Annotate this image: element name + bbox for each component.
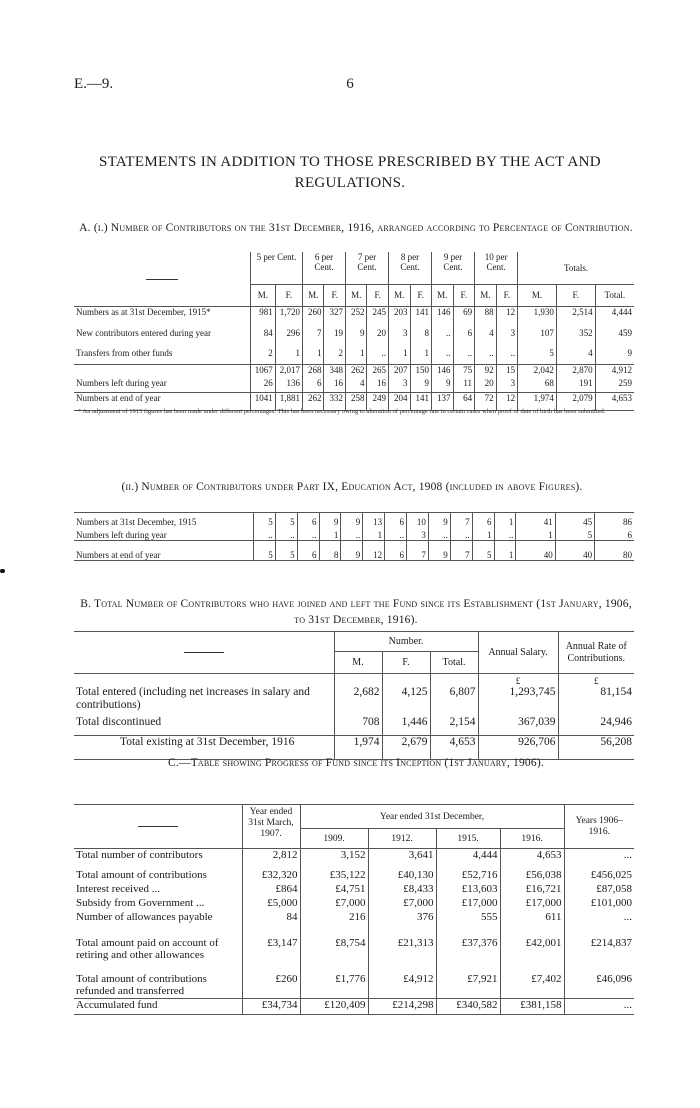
cell-value: 4 [475,328,497,348]
cell-value: 981 [251,306,276,328]
cell-value: 5 [555,527,594,541]
cell-value: .. [453,348,475,364]
table-row [74,937,634,973]
row-label: Subsidy from Government ... [76,896,205,909]
cell-value: £4,912 [368,973,436,999]
cell-value: ... [564,911,634,937]
cell-value: 1,720 [275,306,302,328]
row-label: Total amount paid on account of retiring and other allowances [76,936,219,961]
row-label: Numbers at end of year [76,550,161,560]
cell-value: 268 [302,364,324,378]
cell-value: .. [496,348,518,364]
table-row [74,849,634,869]
table-row [74,513,634,527]
cell-value: £7,000 [368,897,436,911]
cell-value: 20 [475,378,497,392]
cell-value: 926,706 [478,736,558,760]
cell-value: 5 [253,541,275,561]
cell-value: 84 [251,328,276,348]
cell-value: .. [297,527,319,541]
cell-value: 141 [410,306,432,328]
cell-value: 146 [432,306,454,328]
table-row [74,973,634,999]
cell-value: 1,974 [518,392,557,410]
cell-value: 5 [253,513,275,527]
cell-value: £7,402 [500,973,564,999]
cell-value: 4,444 [436,849,500,869]
cell-value: 2,514 [556,306,595,328]
cell-value: 258 [345,392,367,410]
cell-value: 9 [345,328,367,348]
col-1909: 1909. [300,829,368,849]
page-ref: E.—9. [74,76,114,92]
cell-value: ... [564,999,634,1015]
cell-value: 5 [275,513,297,527]
col-f: F. [324,284,346,306]
cell-value: £52,716 [436,869,500,883]
cell-value: 6 [297,513,319,527]
cell-value: 15 [496,364,518,378]
cell-value: 2,017 [275,364,302,378]
cell-value: 9 [341,513,363,527]
row-label: Numbers left during year [76,530,167,540]
currency-mark: £ [558,674,634,686]
table-row [74,348,634,364]
cell-value: 80 [595,541,634,561]
cell-value: 2,679 [382,736,430,760]
cell-value: 45 [555,513,594,527]
cell-value: £8,433 [368,883,436,897]
row-label: Numbers at end of year [76,392,161,403]
cell-value: £260 [242,973,300,999]
cell-value: 5 [518,348,557,364]
cell-value: £17,000 [436,897,500,911]
cell-value: £42,001 [500,937,564,973]
page-title: STATEMENTS IN ADDITION TO THOSE PRESCRIBED BY THE ACT AND REGULATIONS. [99,154,601,191]
cell-value: 150 [410,364,432,378]
cell-value: 191 [556,378,595,392]
cell-value: 296 [275,328,302,348]
cell-value: 1067 [251,364,276,378]
col-m: M. [432,284,454,306]
cell-value: 1 [516,527,555,541]
row-label: Numbers left during year [76,378,167,388]
cell-value: 4,653 [500,849,564,869]
cell-value: 7 [302,328,324,348]
cell-value: 84 [242,911,300,937]
cell-value: £17,000 [500,897,564,911]
cell-value: .. [494,527,516,541]
cell-value: 459 [595,328,634,348]
cell-value: 6 [453,328,475,348]
col-m: M. [475,284,497,306]
row-label: Numbers at 31st December, 1915 [76,516,197,527]
cell-value: .. [385,527,407,541]
cell-value: 6 [302,378,324,392]
cell-value: 3 [407,527,429,541]
col-f: F. [382,652,430,674]
cell-value: 216 [300,911,368,937]
col-m: M. [251,284,276,306]
table-b [74,631,634,760]
cell-value: .. [253,527,275,541]
cell-value: 1 [410,348,432,364]
cell-value: 7 [450,541,472,561]
cell-value: 259 [595,378,634,392]
col-m: M. [518,284,557,306]
cell-value: 9 [595,348,634,364]
currency-mark: £ [478,674,558,686]
cell-value: £16,721 [500,883,564,897]
cell-value: 6 [385,513,407,527]
table-a2-title: (ii.) Number of Contributors under Part IX, Education Act, 1908 (included in above Figures). [121,481,583,493]
cell-value: 1041 [251,392,276,410]
cell-value: 8 [410,328,432,348]
cell-value: 20 [367,328,389,348]
cell-value: 1,930 [518,306,557,328]
cell-value: £120,409 [300,999,368,1015]
cell-value: 4,444 [595,306,634,328]
cell-value: .. [475,348,497,364]
cell-value: 3 [389,328,411,348]
cell-value: £37,376 [436,937,500,973]
cell-value: 204 [389,392,411,410]
cell-value: 68 [518,378,557,392]
cell-value: £340,582 [436,999,500,1015]
cell-value: 2,079 [556,392,595,410]
cell-value: 19 [324,328,346,348]
cell-value: 252 [345,306,367,328]
cell-value: 2,154 [430,716,478,736]
cell-value: £46,096 [564,973,634,999]
col-m: M. [345,284,367,306]
cell-value: £4,751 [300,883,368,897]
cell-value: 3 [496,328,518,348]
cell-value: 245 [367,306,389,328]
row-label: Accumulated fund [76,999,158,1011]
row-label: Total existing at 31st December, 1916 [120,736,295,748]
col-1912: 1912. [368,829,436,849]
table-c-title: C.—Table showing Progress of Fund since its Inception (1st January, 1906). [168,757,544,769]
cell-value: 249 [367,392,389,410]
cell-value: 3 [389,378,411,392]
row-label: Transfers from other funds [76,348,173,358]
table-row [74,541,634,561]
cell-value: 9 [341,541,363,561]
cell-value: .. [450,527,472,541]
row-label: New contributors entered during year [76,328,211,338]
cell-value: £456,025 [564,869,634,883]
col-rate: Annual Rate of Contributions. [558,632,634,674]
page-number: 6 [346,76,354,92]
cell-value: 136 [275,378,302,392]
row-label: Total number of contributors [76,849,203,861]
cell-value: 262 [345,364,367,378]
cell-value: 2,870 [556,364,595,378]
col-f: F. [367,284,389,306]
cell-value: 75 [453,364,475,378]
col-f: F. [410,284,432,306]
cell-value: 69 [453,306,475,328]
cell-value: 107 [518,328,557,348]
row-label: Total entered (including net increases in salary and contributions) [76,685,310,711]
cell-value: 88 [475,306,497,328]
cell-value: £8,754 [300,937,368,973]
col-f: F. [275,284,302,306]
cell-value: 92 [475,364,497,378]
cell-value: £21,313 [368,937,436,973]
cell-value: 1 [494,513,516,527]
cell-value: 1 [302,348,324,364]
col-m: M. [302,284,324,306]
row-label: Numbers as at 31st December, 1915* [76,306,211,317]
col-f: F. [453,284,475,306]
cell-value: 260 [302,306,324,328]
cell-value: £7,000 [300,897,368,911]
cell-value: 4,653 [430,736,478,760]
cell-value: 611 [500,911,564,937]
cell-value: 9 [428,541,450,561]
header-dash [146,279,178,280]
cell-value: 4,912 [595,364,634,378]
cell-value: 40 [516,541,555,561]
cell-value: 9 [410,378,432,392]
cell-value: 1 [363,527,385,541]
cell-value: 1 [389,348,411,364]
cell-value: 4 [345,378,367,392]
cell-value: 262 [302,392,324,410]
cell-value: 10 [407,513,429,527]
cell-value: 4,125 [382,686,430,716]
cell-value: 86 [595,513,634,527]
cell-value: £34,734 [242,999,300,1015]
cell-value: 2 [251,348,276,364]
cell-value: 203 [389,306,411,328]
table-row [74,999,634,1015]
col-f: F. [556,284,595,306]
cell-value: 9 [428,513,450,527]
cell-value: 137 [432,392,454,410]
table-row [74,883,634,897]
cell-value: 12 [496,306,518,328]
cell-value: £3,147 [242,937,300,973]
cell-value: 708 [334,716,382,736]
cell-value: .. [432,348,454,364]
col-1916: 1916. [500,829,564,849]
cell-value: .. [367,348,389,364]
table-row [74,897,634,911]
cell-value: 5 [275,541,297,561]
cell-value: 5 [472,541,494,561]
cell-value: 141 [410,392,432,410]
table-a [74,252,634,411]
cell-value: 555 [436,911,500,937]
cell-value: 4,653 [595,392,634,410]
cell-value: 8 [319,541,341,561]
cell-value: £32,320 [242,869,300,883]
cell-value: 12 [363,541,385,561]
cell-value: £5,000 [242,897,300,911]
table-row [74,364,634,378]
cell-value: 13 [363,513,385,527]
cell-value: £214,837 [564,937,634,973]
table-a2 [74,512,634,561]
cell-value: 2,812 [242,849,300,869]
row-label [74,364,251,378]
col-m: M. [389,284,411,306]
col-m: M. [334,652,382,674]
cell-value: 146 [432,364,454,378]
cell-value: 2 [324,348,346,364]
cell-value: £40,130 [368,869,436,883]
cell-value: ... [564,849,634,869]
cell-value: £35,122 [300,869,368,883]
cell-value: 72 [475,392,497,410]
cell-value: .. [432,328,454,348]
table-row [74,378,634,392]
cell-value: 265 [367,364,389,378]
cell-value: 7 [407,541,429,561]
cell-value: 81,154 [558,686,634,716]
table-row [74,911,634,937]
cell-value: 3 [496,378,518,392]
cell-value: 3,152 [300,849,368,869]
col-group-8: 8 per Cent. [389,252,432,284]
cell-value: 6,807 [430,686,478,716]
cell-value: 1,881 [275,392,302,410]
cell-value: 7 [450,513,472,527]
cell-value: 327 [324,306,346,328]
cell-value: £214,298 [368,999,436,1015]
table-row [74,527,634,541]
row-label: Number of allowances payable [76,910,213,923]
cell-value: 1 [472,527,494,541]
table-row [74,716,634,736]
col-total: Total. [430,652,478,674]
cell-value: £7,921 [436,973,500,999]
table-row [74,686,634,716]
cell-value: 40 [555,541,594,561]
cell-value: 3,641 [368,849,436,869]
cell-value: 11 [453,378,475,392]
cell-value: 56,208 [558,736,634,760]
col-group-totals: Totals. [518,252,634,284]
cell-value: 41 [516,513,555,527]
cell-value: 6 [297,541,319,561]
row-label: Total amount of contributions [76,868,207,881]
row-label: Total amount of contributions refunded and transferred [76,972,207,997]
col-group-7: 7 per Cent. [345,252,388,284]
cell-value: 1 [494,541,516,561]
cell-value: 207 [389,364,411,378]
cell-value: 12 [496,392,518,410]
cell-value: 1,974 [334,736,382,760]
cell-value: 6 [472,513,494,527]
cell-value: 9 [319,513,341,527]
table-row [74,869,634,883]
col-group-10: 10 per Cent. [475,252,518,284]
cell-value: £101,000 [564,897,634,911]
col-f: F. [496,284,518,306]
col-number: Number. [334,632,478,652]
col-group-6: 6 per Cent. [302,252,345,284]
col-years: Years 1906–1916. [564,805,634,849]
cell-value: 367,039 [478,716,558,736]
cell-value: .. [341,527,363,541]
cell-value: 6 [595,527,634,541]
cell-value: 332 [324,392,346,410]
cell-value: 64 [453,392,475,410]
cell-value: .. [275,527,297,541]
cell-value: 16 [367,378,389,392]
header-dash [138,826,178,827]
cell-value: 6 [385,541,407,561]
cell-value: £87,058 [564,883,634,897]
cell-value: 1,446 [382,716,430,736]
row-label: Interest received ... [76,882,160,895]
table-row [74,306,634,328]
table-row [74,328,634,348]
col-total: Total. [595,284,634,306]
col-group-december: Year ended 31st December, [300,805,564,829]
table-b-title: B. Total Number of Contributors who have joined and left the Fund since its Establishment (1st January, 1906, to 31st December, 1916). [80,598,632,626]
table-a-footnote: * An adjustment of 1915 figures has been made under different percentages. This has been necessary owing to alteration of percentage rate in certain cases when proof of date of birth has been submitted. [78,408,606,415]
cell-value: 1,293,745 [478,686,558,716]
table-c [74,804,634,1015]
cell-value: 16 [324,378,346,392]
cell-value: 1 [275,348,302,364]
cell-value: £1,776 [300,973,368,999]
cell-value: 352 [556,328,595,348]
cell-value: 348 [324,364,346,378]
header-dash [184,652,224,653]
cell-value: £864 [242,883,300,897]
cell-value: 1 [319,527,341,541]
cell-value: 1 [345,348,367,364]
table-a-title: A. (i.) Number of Contributors on the 31st December, 1916, arranged according to Percentage of Contribution. [79,222,633,234]
scan-mark [0,569,5,573]
col-salary: Annual Salary. [478,632,558,674]
cell-value: £13,603 [436,883,500,897]
cell-value: £56,038 [500,869,564,883]
cell-value: .. [428,527,450,541]
cell-value: 2,042 [518,364,557,378]
cell-value: 24,946 [558,716,634,736]
cell-value: 26 [251,378,276,392]
col-1907: Year ended 31st March, 1907. [242,805,300,849]
row-label: Total discontinued [76,715,162,728]
col-1915: 1915. [436,829,500,849]
col-group-9: 9 per Cent. [432,252,475,284]
col-group-5: 5 per Cent. [251,252,303,284]
cell-value: 9 [432,378,454,392]
cell-value: 2,682 [334,686,382,716]
cell-value: 376 [368,911,436,937]
cell-value: £381,158 [500,999,564,1015]
cell-value: 4 [556,348,595,364]
